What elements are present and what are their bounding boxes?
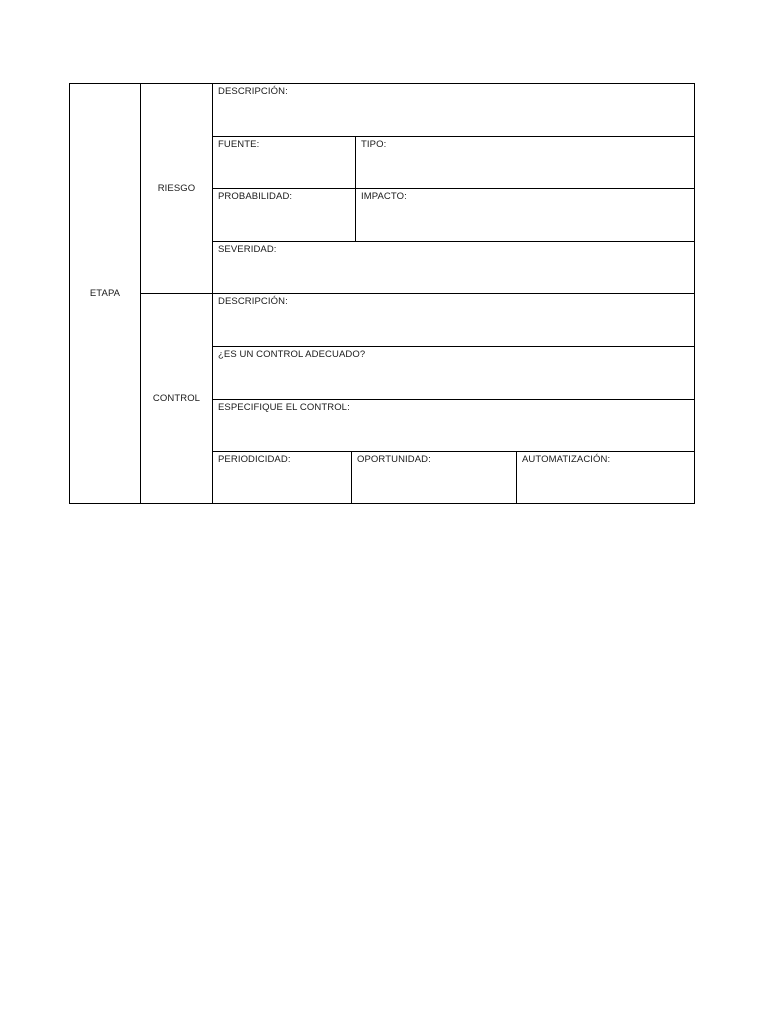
risk-control-form-table: [69, 83, 695, 504]
control-adecuado-field[interactable]: ¿ES UN CONTROL ADECUADO?: [218, 349, 366, 360]
control-periodicidad-field[interactable]: PERIODICIDAD:: [218, 454, 291, 465]
riesgo-fuente-field[interactable]: FUENTE:: [218, 139, 260, 150]
control-oportunidad-field[interactable]: OPORTUNIDAD:: [357, 454, 431, 465]
riesgo-probabilidad-field[interactable]: PROBABILIDAD:: [218, 191, 293, 202]
control-automatizacion-field[interactable]: AUTOMATIZACIÓN:: [522, 454, 611, 465]
etapa-label: ETAPA: [89, 288, 121, 299]
riesgo-tipo-field[interactable]: TIPO:: [361, 139, 387, 150]
riesgo-section-label: RIESGO: [157, 183, 196, 194]
riesgo-impacto-field[interactable]: IMPACTO:: [361, 191, 407, 202]
control-especifique-field[interactable]: ESPECIFIQUE EL CONTROL:: [218, 402, 350, 413]
control-section-label: CONTROL: [152, 393, 201, 404]
riesgo-severidad-field[interactable]: SEVERIDAD:: [218, 244, 277, 255]
riesgo-descripcion-field[interactable]: DESCRIPCIÓN:: [218, 86, 288, 97]
control-descripcion-field[interactable]: DESCRIPCIÓN:: [218, 296, 288, 307]
